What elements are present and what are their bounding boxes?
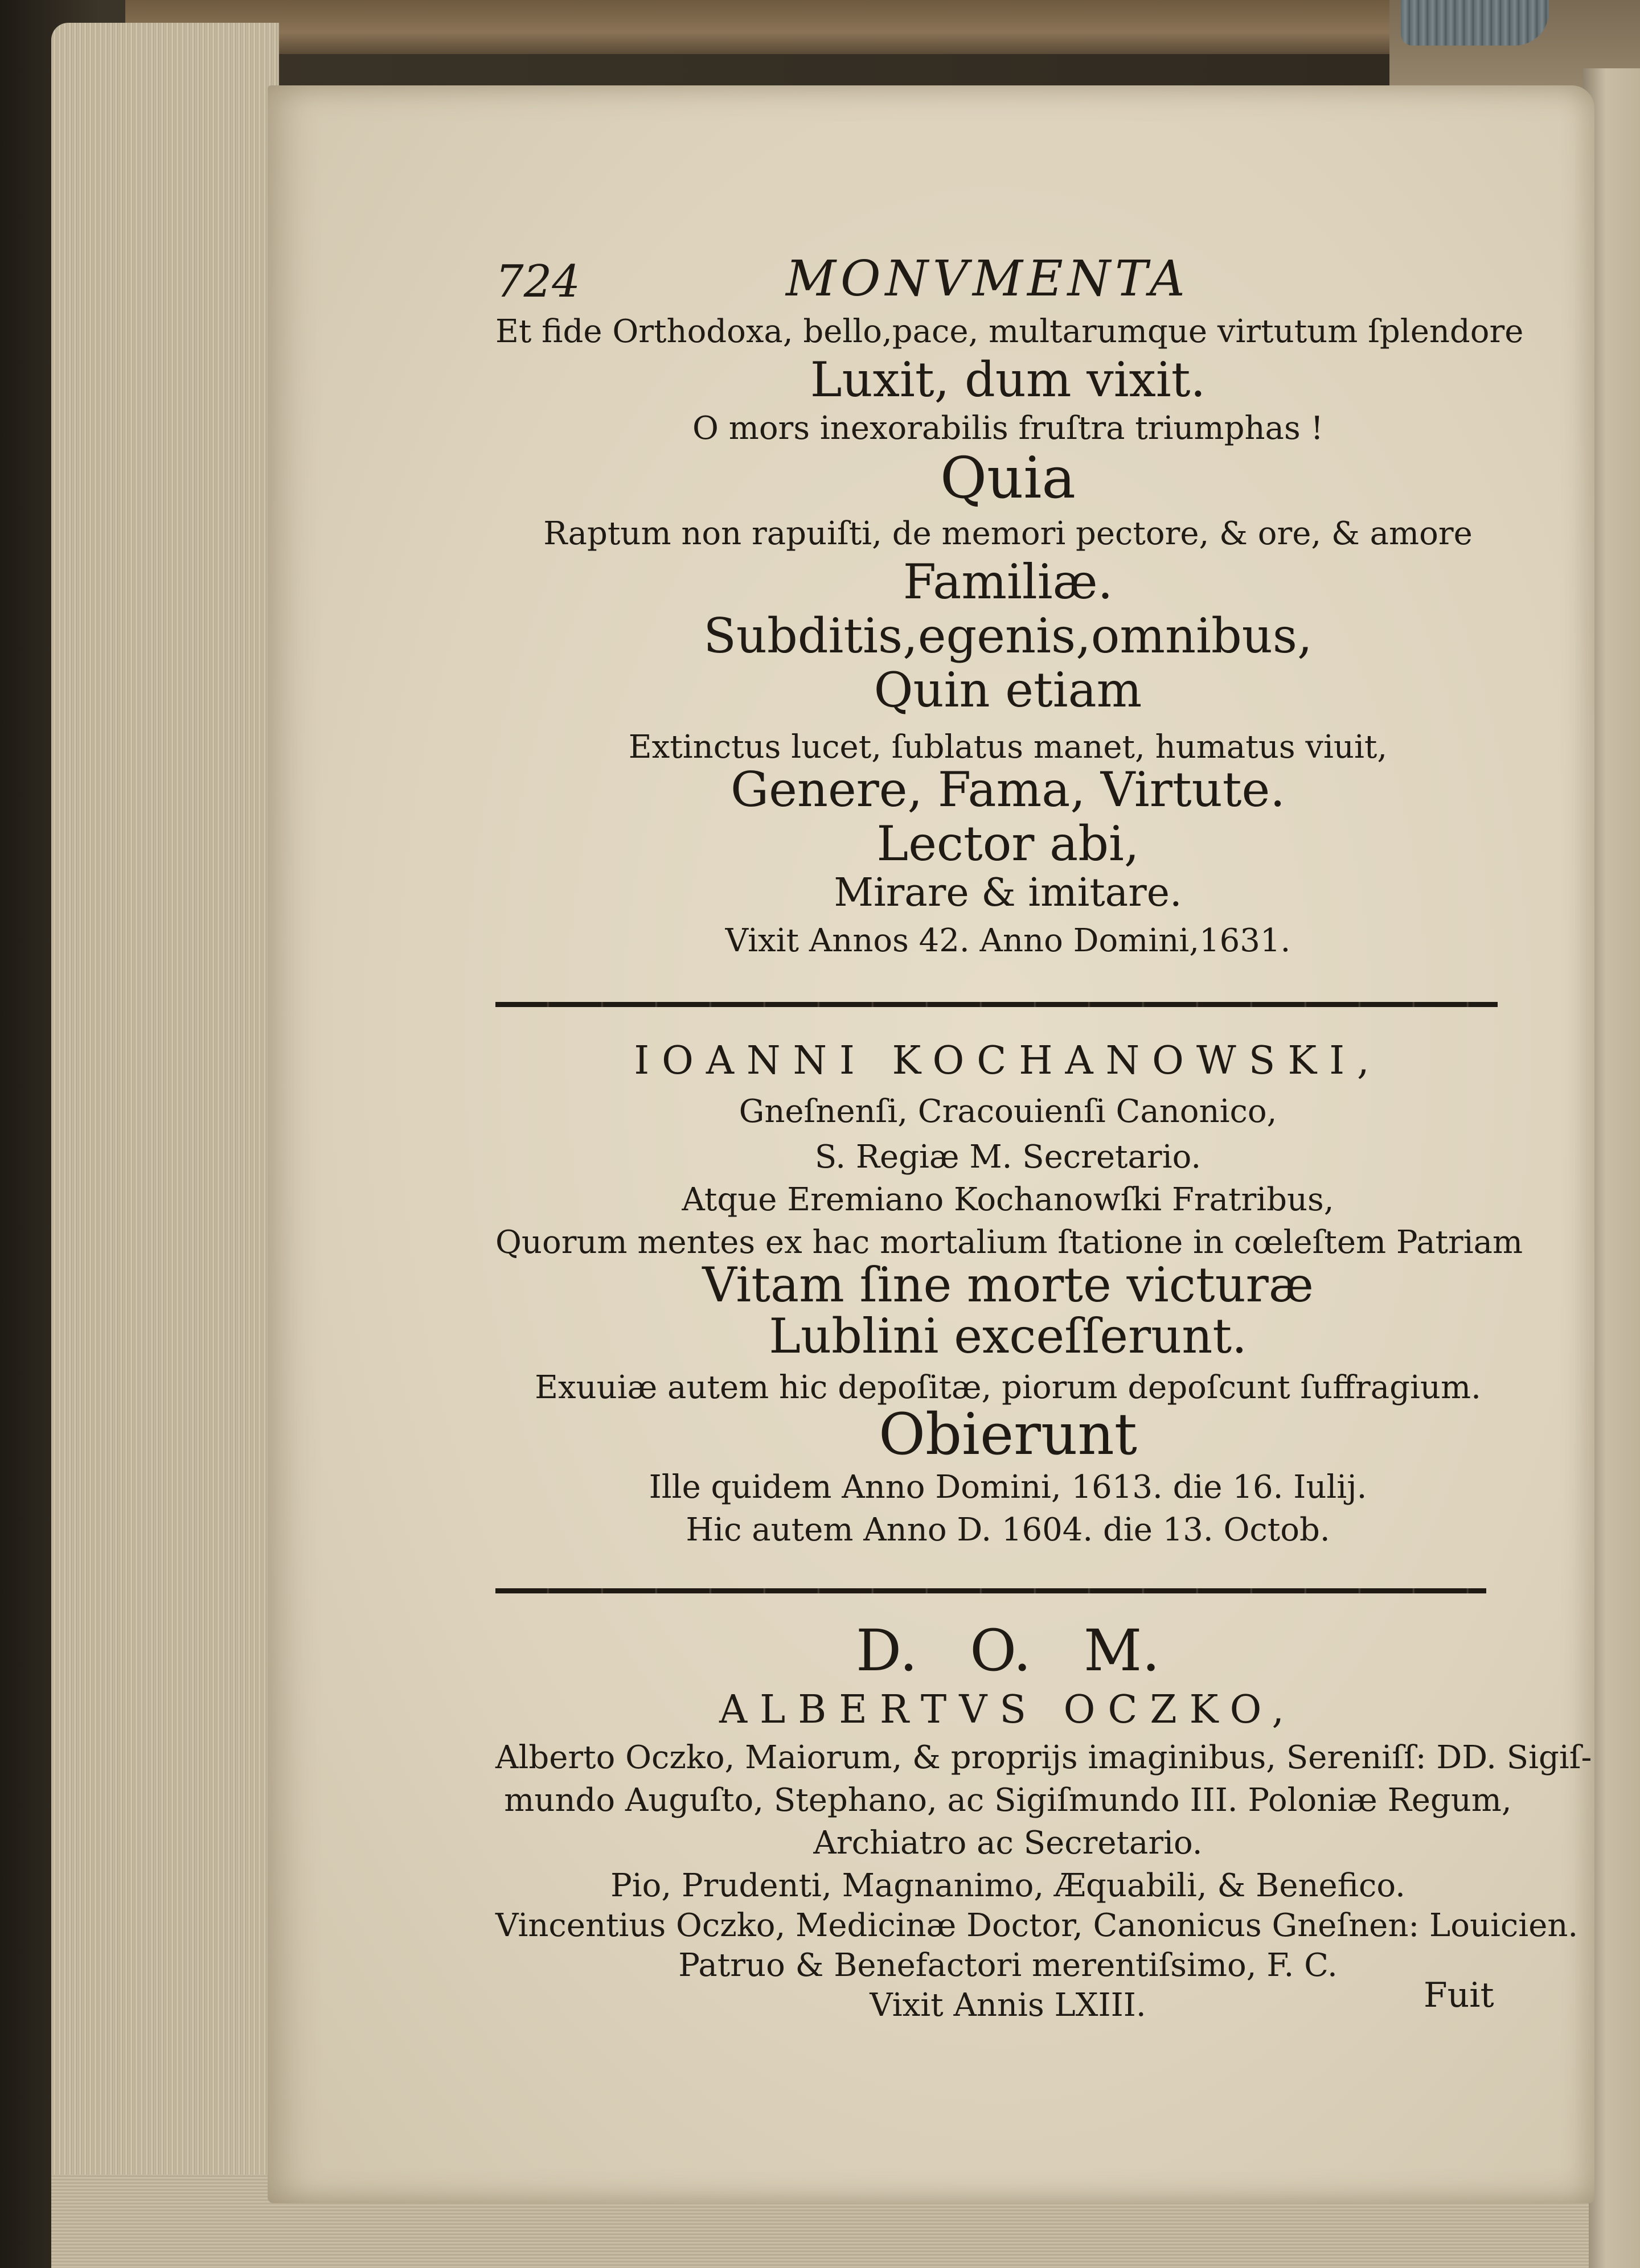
- text-line: Vitam ſine morte victuræ: [702, 1257, 1314, 1313]
- bookmark-strap: [1401, 0, 1549, 46]
- text-line: Raptum non rapuiſti, de memori pectore, & ore, & amore: [543, 515, 1473, 552]
- text-line: Lublini exceſſerunt.: [769, 1308, 1247, 1364]
- text-line: Extinctus lucet, ſublatus manet, humatus viuit,: [628, 729, 1388, 766]
- text-line: IOANNI KOCHANOWSKI,: [634, 1038, 1382, 1083]
- text-line: Vixit Annis LXIII.: [870, 1987, 1146, 2024]
- text-line: Gneſnenſi, Cracouienſi Canonico,: [739, 1093, 1277, 1130]
- text-line: O mors inexorabilis fruſtra triumphas !: [692, 410, 1323, 447]
- book-page: [268, 85, 1594, 2203]
- text-line: Pio, Prudenti, Magnanimo, Æquabili, & Benefico.: [610, 1867, 1405, 1904]
- text-line: Atque Eremiano Kochanowſki Fratribus,: [682, 1181, 1334, 1218]
- running-title: MONVMENTA: [786, 250, 1190, 307]
- catchword: Fuit: [1424, 1975, 1494, 2015]
- text-line: Archiatro ac Secretario.: [813, 1825, 1203, 1862]
- text-line: Exuuiæ autem hic depoſitæ, piorum depoſcunt ſuffragium.: [535, 1369, 1481, 1406]
- text-line: Hic autem Anno D. 1604. die 13. Octob.: [686, 1511, 1330, 1548]
- text-line: S. Regiæ M. Secretario.: [814, 1139, 1202, 1176]
- text-line: Mirare & imitare.: [834, 870, 1182, 915]
- text-line: D. O. M.: [855, 1617, 1161, 1684]
- text-line: Quin etiam: [874, 662, 1142, 718]
- text-line: Alberto Oczko, Maiorum, & proprijs imaginibus, Sereniſſ: DD. Sigiſ-: [495, 1739, 1592, 1776]
- text-line: Subditis,egenis,omnibus,: [703, 608, 1313, 664]
- text-line: Vixit Annos 42. Anno Domini,1631.: [725, 922, 1291, 959]
- page-edges-left: [51, 23, 279, 2266]
- text-line: Patruo & Benefactori merentiſsimo, F. C.: [678, 1947, 1338, 1984]
- text-line: Lector abi,: [876, 816, 1139, 872]
- section-divider: [495, 1002, 1498, 1007]
- text-line: Familiæ.: [903, 554, 1113, 610]
- text-line: Genere, Fama, Virtute.: [731, 762, 1285, 817]
- page-number: 724: [495, 256, 580, 307]
- section-divider: [495, 1588, 1486, 1593]
- text-line: Quorum mentes ex hac mortalium ſtatione in cœleſtem Patriam: [495, 1224, 1523, 1261]
- text-line: Obierunt: [879, 1401, 1137, 1468]
- text-line: mundo Auguſto, Stephano, ac Sigiſmundo III. Poloniæ Regum,: [504, 1782, 1512, 1819]
- text-line: Ille quidem Anno Domini, 1613. die 16. Iulij.: [649, 1469, 1367, 1506]
- text-line: Vincentius Oczko, Medicinæ Doctor, Canonicus Gneſnen: Louicien.: [495, 1907, 1578, 1944]
- text-line: Quia: [940, 445, 1076, 511]
- text-line: Et fide Orthodoxa, bello,pace, multarumque virtutum ſplendore: [495, 313, 1524, 350]
- text-line: ALBERTVS OCZKO,: [719, 1687, 1297, 1732]
- text-line: Luxit, dum vixit.: [810, 352, 1206, 408]
